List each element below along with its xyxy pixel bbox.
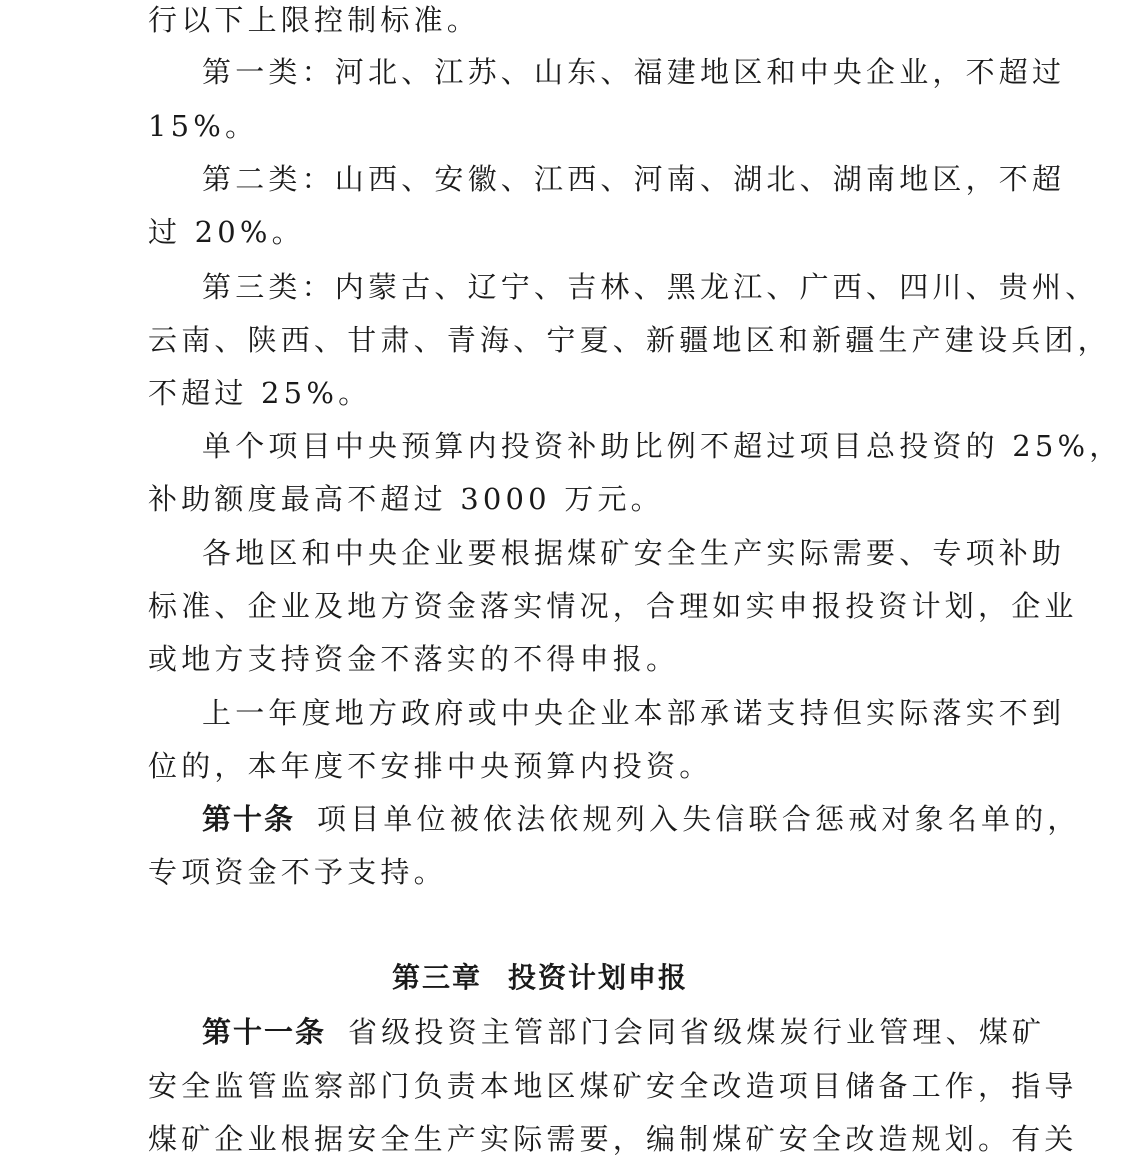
article-11-line (202, 1012, 1046, 1052)
text-line-4: 第二类：山西、安徽、江西、河南、湖北、湖南地区，不超 (202, 162, 1066, 196)
text-line-5: 过 20%。 (148, 215, 305, 249)
chapter-number: 第三章 (391, 961, 482, 994)
text-line-17: 专项资金不予支持。 (148, 855, 447, 889)
text-line-11: 各地区和中央企业要根据煤矿安全生产实际需要、专项补助 (202, 536, 1066, 570)
text-line-10: 补助额度最高不超过 3000 万元。 (148, 482, 664, 516)
article-10-line (202, 799, 1081, 839)
article-10-label: 第十条 (202, 802, 296, 836)
text-line-3: 15%。 (148, 109, 259, 143)
text-line-13: 或地方支持资金不落实的不得申报。 (148, 642, 680, 676)
text-line-14: 上一年度地方政府或中央企业本部承诺支持但实际落实不到 (202, 696, 1066, 730)
text-line-21: 安全监管监察部门负责本地区煤矿安全改造项目储备工作，指导 (148, 1069, 1078, 1103)
text-line-7: 云南、陕西、甘肃、青海、宁夏、新疆地区和新疆生产建设兵团， (148, 323, 1111, 357)
chapter-heading (0, 958, 1080, 998)
text-line-22: 煤矿企业根据安全生产实际需要，编制煤矿安全改造规划。有关 (148, 1122, 1078, 1156)
text-line-2: 第一类：河北、江苏、山东、福建地区和中央企业，不超过 (202, 55, 1066, 89)
text-line-6: 第三类：内蒙古、辽宁、吉林、黑龙江、广西、四川、贵州、 (202, 270, 1099, 304)
text-line-9: 单个项目中央预算内投资补助比例不超过项目总投资的 25%， (202, 429, 1122, 463)
article-10-text: 项目单位被依法依规列入失信联合惩戒对象名单的， (317, 802, 1081, 836)
article-11-text: 省级投资主管部门会同省级煤炭行业管理、煤矿 (348, 1015, 1046, 1049)
chapter-title: 投资计划申报 (508, 961, 689, 994)
text-line-1: 行以下上限控制标准。 (148, 3, 481, 37)
text-line-8: 不超过 25%。 (148, 376, 372, 410)
text-line-15: 位的，本年度不安排中央预算内投资。 (148, 749, 713, 783)
text-line-12: 标准、企业及地方资金落实情况，合理如实申报投资计划，企业 (148, 589, 1078, 623)
article-11-label: 第十一条 (202, 1015, 327, 1049)
